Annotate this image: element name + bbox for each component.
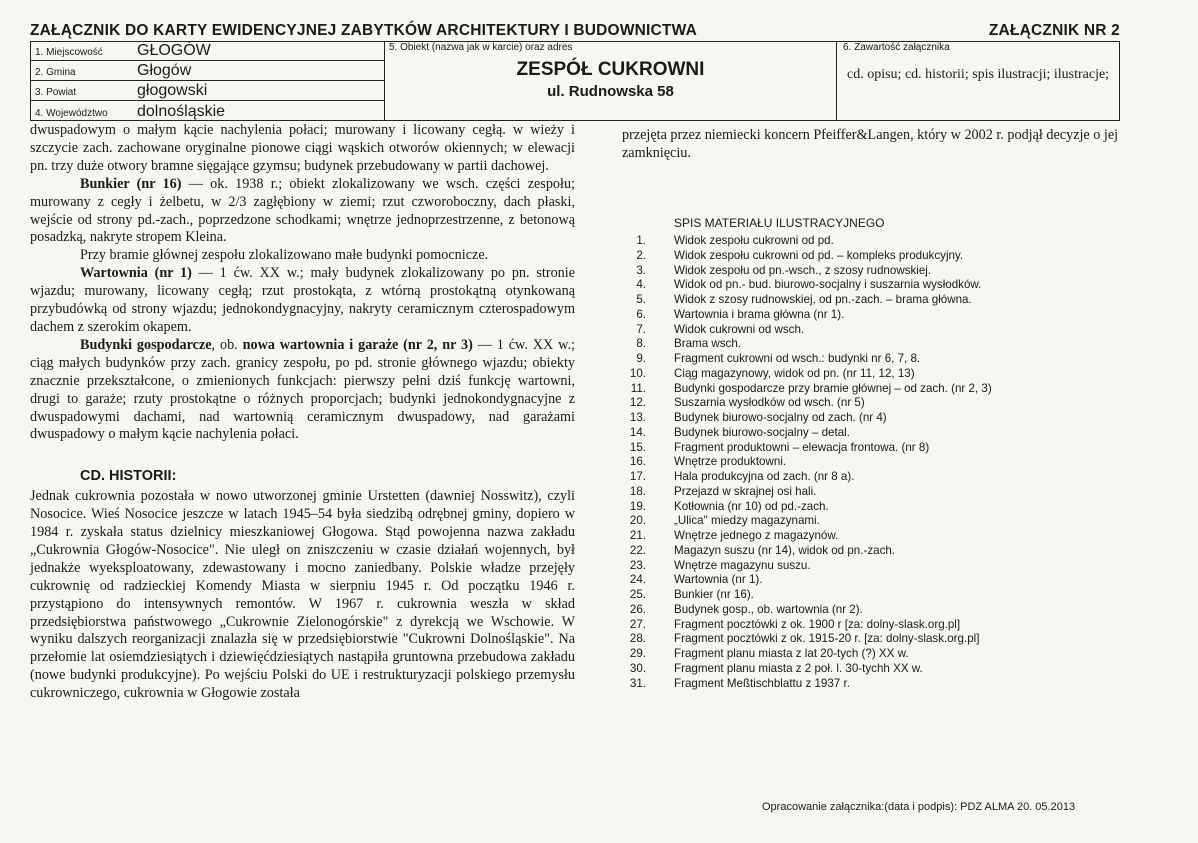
list-item-text: Ciąg magazynowy, widok od pn. (nr 11, 12, 13) (674, 366, 915, 380)
list-item-text: „Ulica" miedzy magazynami. (674, 514, 820, 528)
list-item-number: 20. (629, 514, 646, 528)
history-paragraph: Jednak cukrownia pozostała w nowo utworzonej gminie Urstetten (dawniej Nosswitz), czyli Nosocice. Wieś Nosocice jeszcze w latach 1945–54 była siedzibą odrębnej gminy, dopiero w 1984 r. zyskała status dzielnicy mieszkaniowej Głogowa. Stąd powojenna nazwa zakładu „Cukrownia Głogów-Nosocice". Nie uległ on zniszczeniu w czasie działań wojennych, był jednakże wyeksploatowany, zdewastowany i mocno zaniedbany. Polskie władze przejęły cukrownię od radzieckiej Komendy Miasta w sierpniu 1945 r. Od początku 1946 r. przystąpiono do intensywnych remontów. W 1967 r. cukrownia weszła w skład przedsiębiorstwa państwowego „Cukrownie Zielonogórskie" z dyrekcją we Wschowie. W wyniku dalszych reorganizacji znalazła się w przedsiębiorstwie "Cukrowni Dolnośląskie". Na przełomie lat osiemdziesiątych i dziewięćdziesiątych nastąpiła gruntowna przebudowa zakładu (nowe budynki produkcyjne). Po wejściu Polski do UE i restrukturyzacji polskiego przemysłu cukrowniczego, cukrownia w Głogowie została (30, 488, 575, 702)
list-item (622, 544, 1142, 559)
list-item-number: 10. (629, 366, 646, 380)
guardhouse-paragraph (30, 265, 575, 337)
list-item (622, 573, 1142, 588)
list-item (622, 396, 1142, 411)
list-item-number: 23. (629, 558, 646, 572)
illustrations-list (622, 216, 1142, 691)
farm-buildings-sep: , ob. (211, 336, 243, 353)
list-item (622, 411, 1142, 426)
list-item-number: 27. (629, 617, 646, 631)
illustrations-items (622, 234, 1142, 691)
list-item (622, 662, 1142, 677)
guardhouse-text: — 1 ćw. XX w.; mały budynek zlokalizowany po pn. stronie wjazdu; murowany, licowany cegłą; rzut prostokąta, z wtórną prostokątną otynkowaną przybudówką od strony wjazdu; jednokondygnacyjny, nakryty ceramicznym czterospadowym dachem z szerokim okapem. (30, 265, 575, 335)
list-item-number: 28. (629, 632, 646, 646)
list-item-text: Fragment produktowni – elewacja frontowa. (nr 8) (674, 440, 930, 454)
list-item-number: 29. (629, 647, 646, 660)
bunker-text: — ok. 1938 r.; obiekt zlokalizowany we wsch. części zespołu; murowany z cegły i żelbetu, w 2/3 zagłębiony w ziemi; rzut czworoboczny, dach płaski, wejście od strony pd.-zach., poprzedzone schodkami; wnętrze jednoprzestrzenne, z betonową posadzką, nakryte stropem Kleina. (30, 175, 575, 246)
list-item-number: 21. (629, 529, 646, 542)
list-item-text: Widok cukrowni od wsch. (674, 322, 805, 336)
list-item-text: Wnętrze jednego z magazynów. (674, 529, 839, 542)
list-item-text: Wnętrze magazynu suszu. (674, 558, 811, 572)
list-item-text: Widok z szosy rudnowskiej, od pn.-zach. – brama główna. (674, 293, 972, 306)
list-item (622, 264, 1142, 279)
list-item-text: Hala produkcyjna od zach. (nr 8 a). (674, 470, 855, 483)
farm-buildings-text: — 1 ćw. XX w.; ciąg małych budynków przy zach. granicy zespołu, po pd. stronie głównego wjazdu; obiekty znacznie przekształcone, o zmienionych funkcjach: pierwszy pełni dziś funkcję wartowni, drugi to garaże; rzuty prostokątne o różnych proporcjach; budynki jednokondygnacyjne z dwuspadowymi dachami, nad wartownią ceramicznym dwuspadowy, nad garażami dwuspadowy o małym kącie nachylenia połaci. (30, 336, 575, 443)
object-label: 5. Obiekt (nazwa jak w karcie) oraz adres (389, 42, 573, 53)
list-item-number: 4. (636, 278, 646, 292)
list-item (622, 426, 1142, 441)
field-label: 1. Miejscowość (35, 47, 103, 58)
list-item (622, 632, 1142, 647)
list-item (622, 529, 1142, 544)
list-item (622, 441, 1142, 456)
list-item-number: 18. (629, 484, 646, 498)
document-title: ZAŁĄCZNIK DO KARTY EWIDENCYJNEJ ZABYTKÓW ARCHITEKTURY I BUDOWNICTWA (30, 22, 697, 39)
list-item-text: Wartownia i brama główna (nr 1). (674, 307, 845, 321)
field-row-voivodeship (31, 101, 384, 121)
field-row-commune (31, 61, 384, 81)
list-item (622, 618, 1142, 633)
field-value: dolnośląskie (137, 103, 226, 120)
list-item-text: Widok zespołu cukrowni od pd. (674, 234, 834, 247)
object-address: ul. Rudnowska 58 (547, 83, 674, 100)
list-item (622, 603, 1142, 618)
contents-value: cd. opisu; cd. historii; spis ilustracji; ilustracje; (847, 67, 1110, 82)
field-value: GŁOGÓW (137, 42, 211, 59)
field-row-locality (31, 41, 384, 61)
list-item-text: Suszarnia wysłodków od wsch. (nr 5) (674, 396, 865, 410)
garages-heading: nowa wartownia i garaże (nr 2, nr 3) (242, 336, 473, 353)
field-label: 3. Powiat (35, 87, 77, 98)
farm-buildings-heading: Budynki gospodarcze (80, 336, 212, 353)
list-item-number: 14. (629, 425, 646, 439)
contents-box (836, 41, 1120, 121)
list-item-text: Magazyn suszu (nr 14), widok od pn.-zach. (674, 543, 896, 557)
list-item-number: 24. (629, 573, 646, 587)
list-item-number: 25. (629, 588, 646, 601)
list-item-text: Kotłownia (nr 10) od pd.-zach. (674, 499, 829, 513)
list-item (622, 455, 1142, 470)
list-item (622, 514, 1142, 529)
list-item-text: Przejazd w skrajnej osi hali. (674, 484, 817, 498)
list-item-text: Budynki gospodarcze przy bramie głównej – od zach. (nr 2, 3) (674, 381, 992, 395)
object-name: ZESPÓŁ CUKROWNI (516, 59, 705, 80)
list-item-text: Fragment cukrowni od wsch.: budynki nr 6, 7, 8. (674, 352, 921, 365)
list-item-text: Fragment Meßtischblattu z 1937 r. (674, 676, 850, 690)
guardhouse-heading: Wartownia (nr 1) (80, 265, 192, 282)
list-item-text: Fragment pocztówki z ok. 1900 r [za: dolny-slask.org.pl] (674, 617, 961, 631)
list-item-text: Widok zespołu od pn.-wsch., z szosy rudnowskiej. (674, 263, 932, 277)
left-column (30, 122, 575, 703)
attachment-number: ZAŁĄCZNIK NR 2 (988, 22, 1120, 39)
list-item-number: 17. (629, 470, 646, 483)
list-item-number: 8. (636, 337, 646, 351)
list-item-number: 2. (636, 248, 646, 262)
right-column-text (622, 127, 1170, 163)
field-label: 4. Województwo (35, 108, 108, 119)
list-item-text: Widok zespołu cukrowni od pd. – kompleks produkcyjny. (674, 248, 964, 262)
list-item (622, 293, 1142, 308)
list-item-number: 13. (629, 411, 646, 424)
list-item (622, 323, 1142, 338)
list-item-number: 1. (636, 234, 646, 247)
list-item-number: 26. (629, 602, 646, 616)
illustrations-title: SPIS MATERIAŁU ILUSTRACYJNEGO (674, 216, 885, 230)
list-item-number: 9. (636, 352, 646, 365)
list-item-text: Fragment planu miasta z 2 poł. l. 30-tychh XX w. (674, 661, 923, 675)
list-item-text: Fragment pocztówki z ok. 1915-20 r. [za: dolny-slask.org.pl] (674, 632, 980, 646)
list-item (622, 352, 1142, 367)
list-item-number: 3. (636, 263, 646, 277)
list-item (622, 337, 1142, 352)
list-item-number: 11. (630, 381, 646, 395)
field-value: głogowski (137, 82, 208, 99)
list-item-text: Wnętrze produktowni. (674, 455, 787, 469)
list-item (622, 500, 1142, 515)
list-item-number: 16. (629, 455, 646, 469)
history-continuation: przejęta przez niemiecki koncern Pfeiffer&Langen, który w 2002 r. podjął decyzje o jej zamknięciu. (622, 127, 1119, 161)
farm-buildings-paragraph (30, 337, 575, 444)
contents-label: 6. Zawartość załącznika (843, 42, 950, 53)
list-item-text: Budynek biurowo-socjalny od zach. (nr 4) (674, 411, 887, 424)
auxiliary-paragraph: Przy bramie głównej zespołu zlokalizowano małe budynki pomocnicze. (80, 247, 489, 264)
description-paragraph: dwuspadowym o małym kącie nachylenia połaci; murowany i licowany cegłą. w wieży i szczycie zach. zachowane oryginalne pionowe ciągi wąskich otworów okiennych; w elewacji pn. trzy duże otwory bramne sięgające gzymsu; budynek przebudowany w partii dachowej. (30, 122, 575, 174)
list-item-number: 15. (629, 440, 646, 454)
list-item (622, 470, 1142, 485)
list-item (622, 308, 1142, 323)
document-header (30, 22, 1120, 42)
list-item-text: Widok od pn.- bud. biurowo-socjalny i suszarnia wysłodków. (674, 278, 982, 292)
list-item (622, 485, 1142, 500)
field-value: Głogów (137, 62, 192, 79)
list-item-number: 31. (629, 676, 646, 690)
list-item (622, 559, 1142, 574)
list-item-number: 5. (636, 293, 646, 306)
list-item-text: Fragment planu miasta z lat 20-tych (?) XX w. (674, 647, 909, 660)
list-item (622, 588, 1142, 603)
list-item (622, 677, 1142, 692)
list-item-number: 7. (636, 322, 646, 336)
footer-signature: Opracowanie załącznika:(data i podpis): PDZ ALMA 20. 05.2013 (762, 801, 1076, 813)
list-item-text: Budynek biurowo-socjalny – detal. (674, 425, 850, 439)
list-item (622, 278, 1142, 293)
field-row-district (31, 81, 384, 101)
list-item-text: Bunkier (nr 16). (674, 588, 754, 601)
list-item-number: 19. (629, 499, 646, 513)
list-item-number: 6. (636, 307, 646, 321)
list-item-text: Brama wsch. (674, 337, 742, 351)
bunker-heading: Bunkier (nr 16) (80, 175, 182, 192)
list-item-number: 12. (629, 396, 646, 410)
list-item (622, 382, 1142, 397)
list-item-text: Budynek gosp., ob. wartownia (nr 2). (674, 602, 863, 616)
list-item-text: Wartownia (nr 1). (674, 573, 763, 587)
list-item (622, 647, 1142, 662)
list-item (622, 249, 1142, 264)
list-item-number: 22. (629, 543, 646, 557)
location-fields (30, 41, 385, 121)
bunker-paragraph (30, 176, 575, 248)
list-item (622, 367, 1142, 382)
object-box (384, 41, 837, 121)
list-item-number: 30. (629, 661, 646, 675)
list-item (622, 234, 1142, 249)
field-label: 2. Gmina (35, 67, 76, 78)
history-heading: CD. HISTORII: (80, 468, 177, 485)
